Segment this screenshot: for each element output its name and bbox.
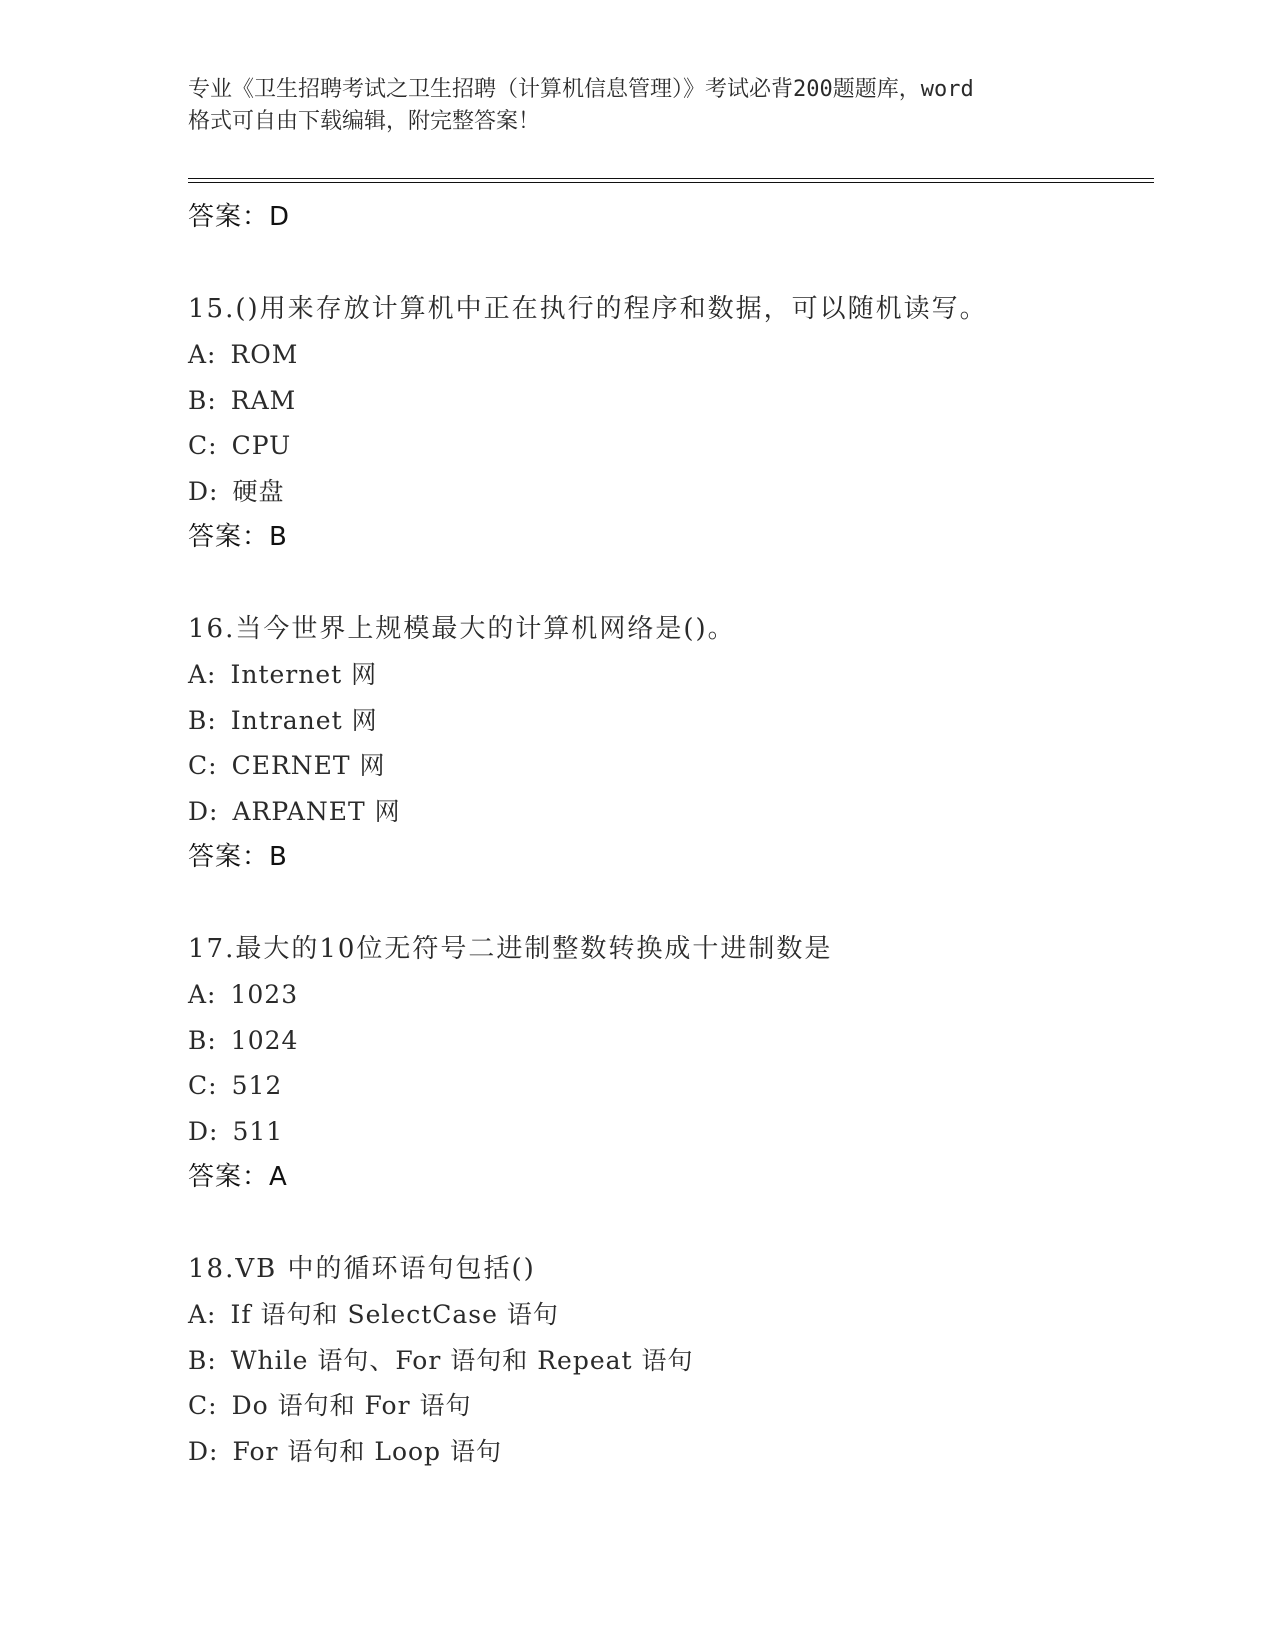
question-text: 17.最大的10位无符号二进制整数转换成十进制数是 — [188, 934, 833, 964]
option-d: D: 511 — [188, 1116, 284, 1146]
option-c: C: CPU — [188, 431, 292, 460]
option-c: C: Do 语句和 For 语句 — [188, 1391, 472, 1420]
answer-line: 答案：A — [188, 1162, 288, 1192]
option-a: A: 1023 — [188, 980, 299, 1009]
question-18 — [188, 1246, 1148, 1474]
option-a: A: If 语句和 SelectCase 语句 — [188, 1300, 559, 1329]
question-list — [188, 194, 1148, 1474]
option-d: D: 硬盘 — [188, 476, 285, 506]
header-divider-bottom — [188, 182, 1154, 183]
document-header — [188, 74, 1088, 138]
option-d: D: ARPANET 网 — [188, 796, 401, 826]
answer-line: 答案：B — [188, 842, 288, 872]
option-b: B: 1024 — [188, 1025, 299, 1055]
header-line-1: 专业《卫生招聘考试之卫生招聘（计算机信息管理）》考试必背200题题库，word — [188, 77, 974, 102]
question-text: 16.当今世界上规模最大的计算机网络是()。 — [188, 614, 736, 644]
question-16 — [188, 606, 1148, 880]
option-d: D: For 语句和 Loop 语句 — [188, 1436, 502, 1466]
header-divider-top — [188, 178, 1154, 179]
option-b: B: Intranet 网 — [188, 705, 378, 735]
answer-line: 答案：B — [188, 522, 288, 552]
option-b: B: While 语句、For 语句和 Repeat 语句 — [188, 1345, 694, 1375]
question-15 — [188, 286, 1148, 560]
option-b: B: RAM — [188, 385, 297, 415]
option-a: A: Internet 网 — [188, 660, 378, 689]
option-c: C: 512 — [188, 1071, 283, 1100]
question-17 — [188, 926, 1148, 1200]
option-a: A: ROM — [188, 340, 299, 369]
question-text: 15.()用来存放计算机中正在执行的程序和数据，可以随机读写。 — [188, 294, 988, 324]
option-c: C: CERNET 网 — [188, 751, 386, 780]
header-line-2: 格式可自由下载编辑，附完整答案！ — [188, 109, 541, 134]
question-text: 18.VB 中的循环语句包括() — [188, 1254, 536, 1284]
answer-line: 答案：D — [188, 202, 291, 232]
